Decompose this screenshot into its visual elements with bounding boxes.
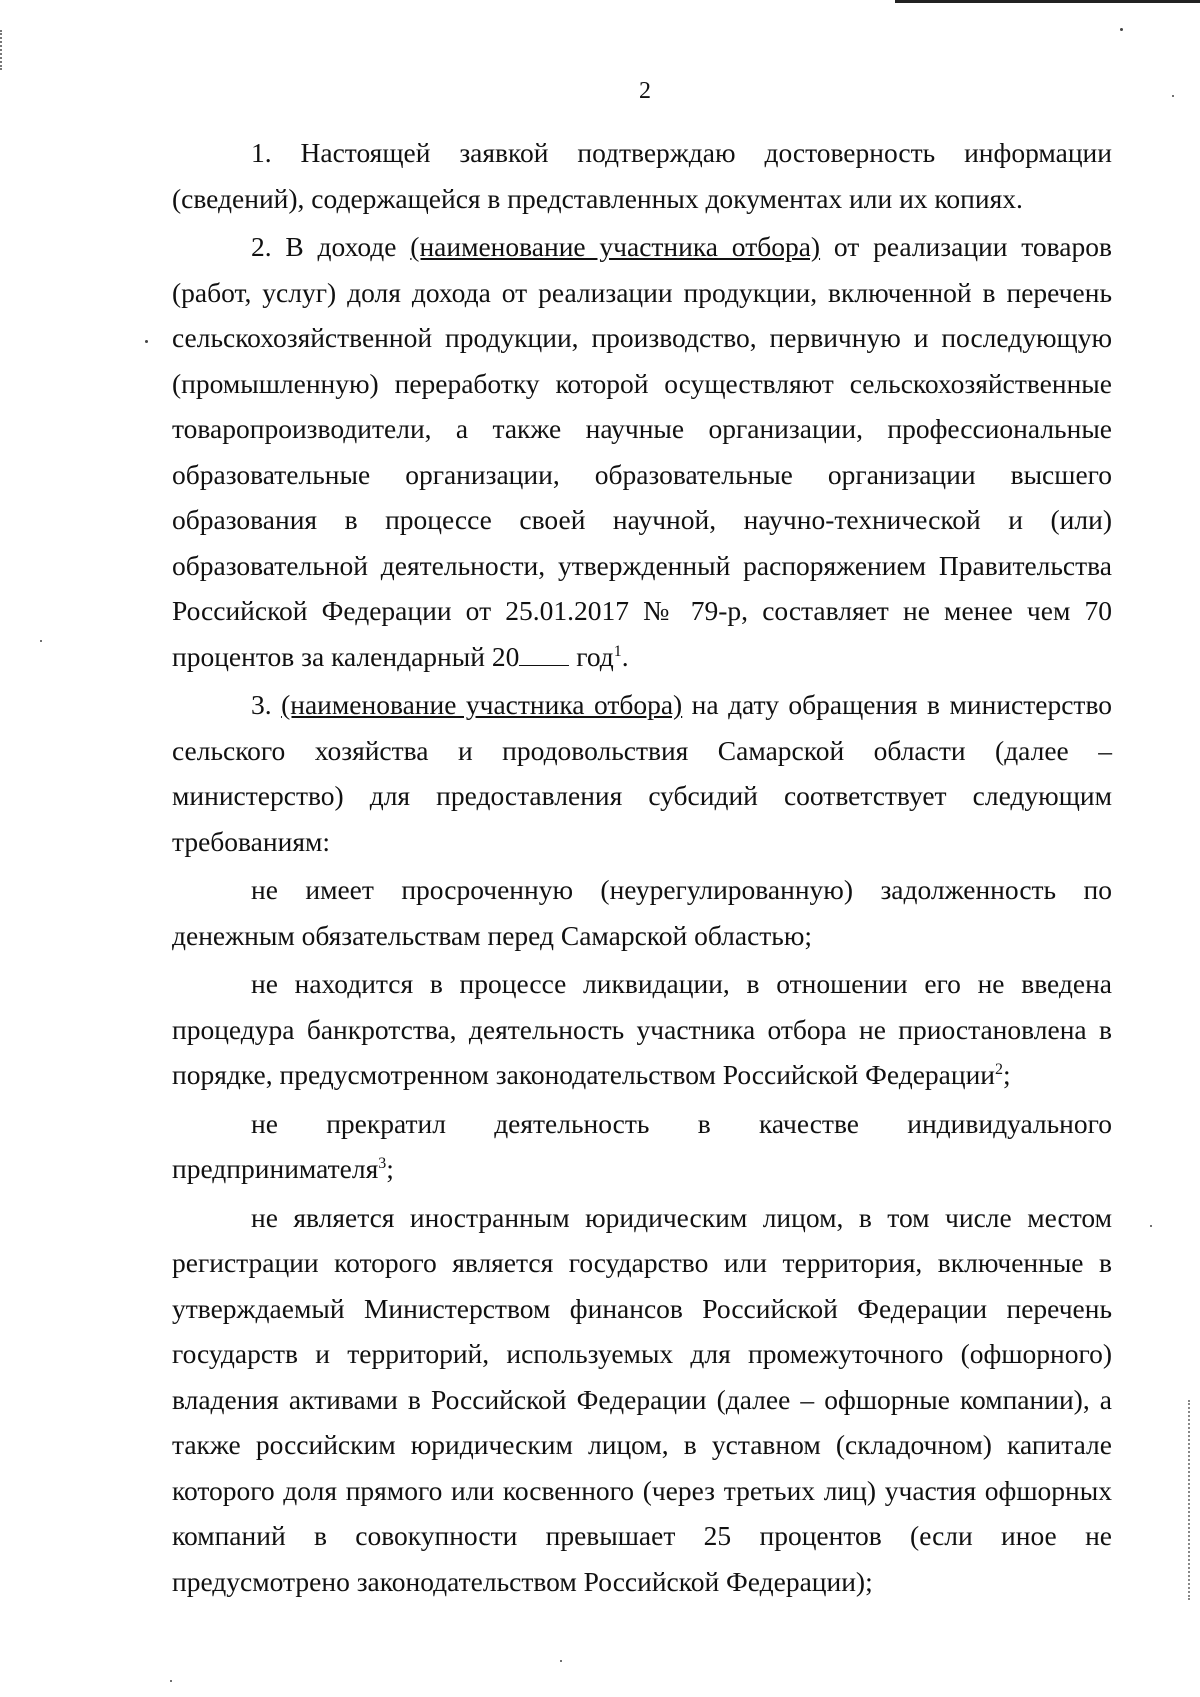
- top-border-line: [895, 0, 1200, 3]
- footnote-ref-3: 3: [378, 1154, 387, 1172]
- footnote-ref-1: 1: [613, 642, 622, 660]
- year-blank-field: [519, 643, 569, 666]
- scan-speck: [145, 340, 148, 343]
- scan-speck: [40, 640, 42, 642]
- paragraph-5: [172, 961, 1112, 1098]
- footnote-ref-2: 2: [995, 1060, 1004, 1078]
- scan-speck: [1150, 1225, 1152, 1227]
- paragraph-3-lead: 3.: [251, 689, 282, 720]
- paragraph-1: 1. Настоящей заявкой подтверждаю достоверность информации (сведений), содержащейся в представленных документах или их копиях.: [172, 137, 1112, 214]
- paragraph-2: [172, 224, 1112, 679]
- paragraph-3-body: на дату обращения в министерство сельского хозяйства и продовольствия Самарской области (далее – министерство) для предоставления субсидий соответствует следующим требованиям:: [172, 689, 1112, 857]
- paragraph-5-body: не находится в процессе ликвидации, в отношении его не введена процедура банкротства, деятельность участника отбора не приостановлена в порядке, предусмотренном законодательством Российской Федерации: [172, 968, 1112, 1090]
- participant-name-placeholder: (наименование участника отбора): [410, 231, 821, 262]
- scan-speck: [560, 1660, 562, 1662]
- participant-name-placeholder-2: (наименование участника отбора): [281, 689, 683, 720]
- scan-edge-marks-right: [1188, 1400, 1192, 1600]
- paragraph-2-tail: год: [569, 640, 614, 672]
- page-number: 2: [639, 78, 651, 104]
- paragraph-5-end: ;: [1003, 1059, 1011, 1090]
- scan-speck: [1120, 28, 1123, 31]
- scan-speck: [1172, 95, 1174, 97]
- document-body: [172, 130, 1112, 1604]
- scan-edge-marks: [0, 30, 6, 70]
- paragraph-6-end: ;: [386, 1153, 394, 1184]
- paragraph-2-end: .: [621, 640, 629, 672]
- paragraph-6: [172, 1101, 1112, 1192]
- paragraph-6-body: не прекратил деятельность в качестве индивидуального предпринимателя: [172, 1107, 1112, 1184]
- paragraph-4: не имеет просроченную (неурегулированную) задолженность по денежным обязательствам перед Самарской областью;: [172, 874, 1112, 951]
- scan-speck: [170, 1680, 172, 1682]
- paragraph-2-lead: 2. В доходе: [251, 231, 411, 262]
- paragraph-3: [172, 682, 1112, 864]
- paragraph-2-body: от реализации товаров (работ, услуг) доля дохода от реализации продукции, включенной в перечень сельскохозяйственной продукции, производство, первичную и последующую (промышленную) переработку которой осуществляют сельскохозяйственные товаропроизводители, а также научные организации, профессиональные образовательные организации, образовательные организации высшего образования в процессе своей научной, научно-технической и (или) образовательной деятельности, утвержденный распоряжением Правительства Российской Федерации от 25.01.2017 № 79-р, составляет не менее чем 70 процентов за календарный 20: [172, 231, 1112, 672]
- paragraph-7: не является иностранным юридическим лицом, в том числе местом регистрации которого является государство или территория, включенные в утверждаемый Министерством финансов Российской Федерации перечень государств и территорий, используемых для промежуточного (офшорного) владения активами в Российской Федерации (далее – офшорные компании), а также российским юридическим лицом, в уставном (складочном) капитале которого доля прямого или косвенного (через третьих лиц) участия офшорных компаний в совокупности превышает 25 процентов (если иное не предусмотрено законодательством Российской Федерации);: [172, 1201, 1112, 1597]
